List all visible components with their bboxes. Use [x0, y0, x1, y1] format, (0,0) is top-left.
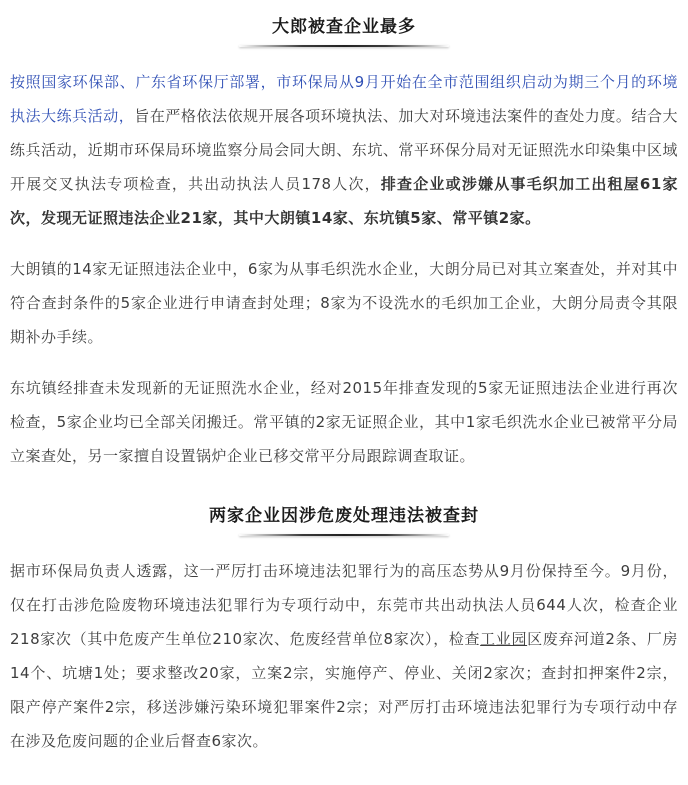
article-section	[10, 501, 678, 758]
text-segment-normal: 大朗镇的14家无证照违法企业中，6家为从事毛织洗水企业，大朗分局已对其立案查处，并对其中符合查封条件的5家企业进行申请查封处理；8家为不设洗水的毛织加工企业，大朗分局责令其限期补办手续。	[10, 260, 678, 346]
paragraph	[10, 554, 678, 758]
section-heading: 两家企业因涉危废处理违法被查封	[209, 506, 479, 526]
keyword-link[interactable]: 工业园	[480, 630, 528, 648]
text-segment-normal: 据市环保局负责人透露，这一严厉打击环境违法犯罪行为的高压态势从9月份保持至今。9月份，仅在打击涉危险废物环境违法犯罪行为专项行动中，东莞市共出动执法人员644人次，检查企业218家次（其中危废产生单位210家次、危废经营单位8家次），检查	[10, 562, 678, 648]
text-segment-blue: 按照国家环保部、广东省环保厅部署，市环保局从9月开始在全市范围组织启动为期三个月的环境执法大练兵活动，	[10, 73, 678, 125]
paragraph	[10, 252, 678, 354]
text-segment-normal: 区废弃河道2条、厂房14个、坑塘1处；要求整改20家，立案2宗，实施停产、停业、关闭2家次；查封扣押案件2宗，限产停产案件2宗，移送涉嫌污染环境犯罪案件2宗；对严厉打击环境违法犯罪行为专项行动中存在涉及危废问题的企业后督查6家次。	[10, 630, 678, 750]
section-divider	[239, 45, 449, 47]
text-segment-bold: 排查企业或涉嫌从事毛织加工出租屋61家次，发现无证照违法企业21家，其中大朗镇14家、东坑镇5家、常平镇2家。	[10, 175, 678, 227]
paragraph	[10, 65, 678, 235]
article-section	[10, 12, 678, 473]
section-divider	[239, 534, 449, 536]
text-segment-normal: 旨在严格依法依规开展各项环境执法、加大对环境违法案件的查处力度。结合大练兵活动，近期市环保局环境监察分局会同大朗、东坑、常平环保分局对无证照洗水印染集中区域开展交叉执法专项检查，共出动执法人员178人次，	[10, 107, 678, 193]
section-heading: 大郎被查企业最多	[272, 17, 416, 37]
paragraph	[10, 371, 678, 473]
text-segment-normal: 东坑镇经排查未发现新的无证照洗水企业，经对2015年排查发现的5家无证照违法企业进行再次检查，5家企业均已全部关闭搬迁。常平镇的2家无证照企业，其中1家毛织洗水企业已被常平分局立案查处，另一家擅自设置锅炉企业已移交常平分局跟踪调查取证。	[10, 379, 678, 465]
